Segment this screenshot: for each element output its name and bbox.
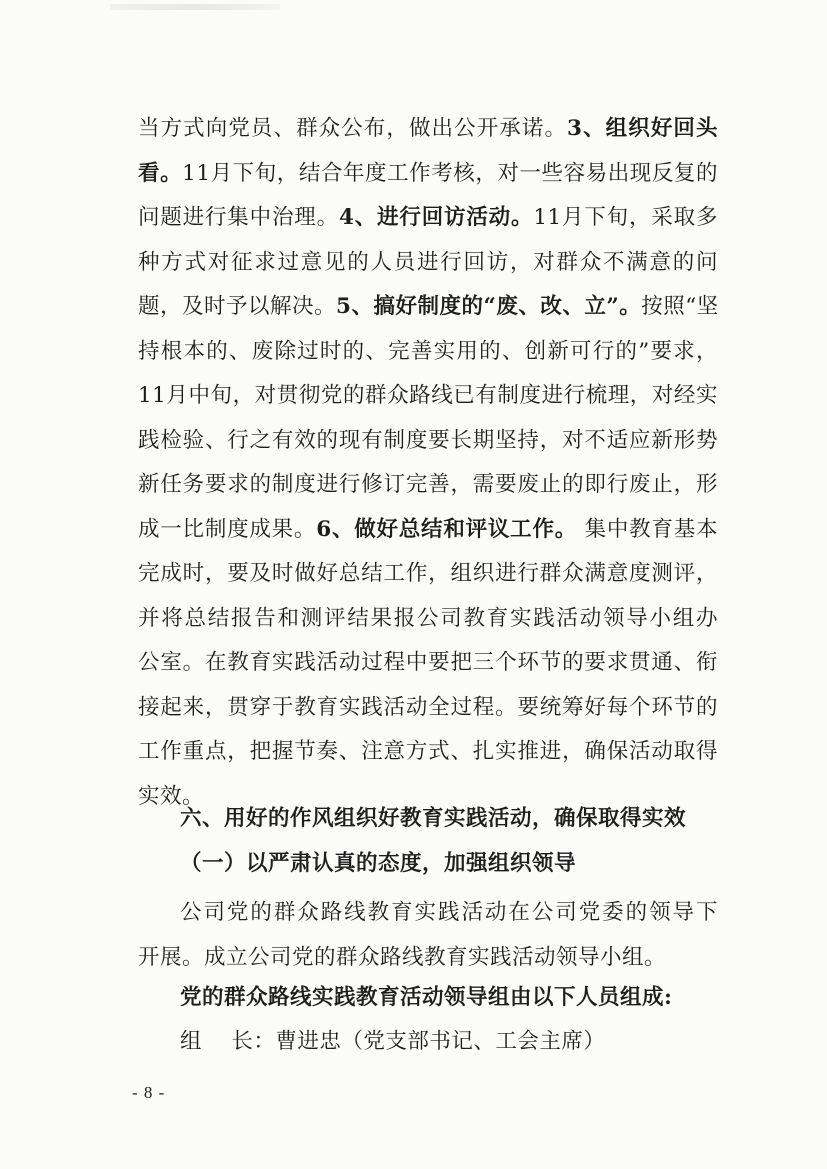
bold-text-segment: 5、搞好制度的“废、改、立”。 bbox=[336, 294, 642, 319]
bold-text-segment: 4、进行回访活动。 bbox=[338, 205, 534, 230]
text-segment: 按照“坚 bbox=[641, 294, 719, 319]
text-segment: 新任务要求的制度进行修订完善，需要废止的即行废止，形 bbox=[138, 472, 718, 497]
text-segment: 并将总结报告和测评结果报公司教育实践活动领导小组办 bbox=[138, 605, 718, 631]
text-segment: 11月下旬，采取多 bbox=[533, 205, 718, 230]
group-leader: 组 长：曹进忠（党支部书记、工会主席） bbox=[180, 1029, 606, 1054]
paragraph-1-line bbox=[138, 285, 718, 330]
text-segment: 工作重点，把握节奏、注意方式、扎实推进，确保活动取得 bbox=[138, 739, 718, 764]
paragraph-1-line bbox=[138, 374, 718, 419]
paragraph-2-line-1: 公司党的群众路线教育实践活动在公司党委的领导下 bbox=[180, 900, 718, 925]
paragraph-1 bbox=[138, 107, 718, 819]
scan-artifact bbox=[110, 4, 280, 10]
paragraph-1-line bbox=[138, 508, 718, 553]
text-segment: 当方式向党员、群众公布，做出公开承诺。 bbox=[138, 116, 568, 141]
paragraph-1-line bbox=[138, 241, 718, 286]
text-segment: 11月下旬，结合年度工作考核，对一些容易出现反复的 bbox=[182, 160, 718, 186]
text-segment: 践检验、行之有效的现有制度要长期坚持，对不适应新形势 bbox=[138, 427, 718, 453]
text-segment: 持根本的、废除过时的、完善实用的、创新可行的”要求， bbox=[138, 338, 718, 364]
paragraph-1-line bbox=[138, 641, 718, 686]
paragraph-1-line bbox=[138, 330, 718, 375]
text-segment: 集中教育基本 bbox=[577, 516, 718, 542]
bold-text-segment: 看。 bbox=[138, 160, 183, 186]
text-segment: 11月中旬，对贯彻党的群众路线已有制度进行梳理，对经实 bbox=[138, 383, 718, 408]
page-number: - 8 - bbox=[132, 1083, 166, 1102]
paragraph-1-line bbox=[138, 152, 718, 197]
paragraph-1-line bbox=[138, 597, 718, 642]
paragraph-1-line bbox=[138, 107, 718, 152]
text-segment: 问题进行集中治理。 bbox=[138, 205, 339, 230]
text-segment: 完成时，要及时做好总结工作，组织进行群众满意度测评， bbox=[138, 561, 718, 586]
paragraph-1-line bbox=[138, 196, 718, 241]
paragraph-1-line bbox=[138, 463, 718, 508]
subsection-heading-1: （一）以严肃认真的态度，加强组织领导 bbox=[180, 851, 577, 876]
text-segment: 实效。 bbox=[138, 783, 205, 809]
text-segment: 成一比制度成果。 bbox=[138, 516, 317, 542]
text-segment: 公室。在教育实践活动过程中要把三个环节的要求贯通、衔 bbox=[138, 650, 718, 675]
paragraph-1-line bbox=[138, 419, 718, 464]
bold-text-segment: 3、组织好回头 bbox=[567, 116, 718, 141]
paragraph-1-line bbox=[138, 552, 718, 597]
paragraph-1-line bbox=[138, 730, 718, 775]
text-segment: 接起来，贯穿于教育实践活动全过程。要统筹好每个环节的 bbox=[138, 694, 718, 720]
text-segment: 种方式对征求过意见的人员进行回访，对群众不满意的问 bbox=[138, 249, 718, 275]
text-segment: 题，及时予以解决。 bbox=[138, 294, 337, 319]
bold-text-segment: 6、做好总结和评议工作。 bbox=[316, 516, 577, 542]
group-heading: 党的群众路线实践教育活动领导组由以下人员组成: bbox=[180, 985, 673, 1010]
paragraph-2 bbox=[138, 891, 718, 980]
paragraph-2-line-2: 开展。成立公司党的群众路线教育实践活动领导小组。 bbox=[138, 944, 667, 970]
paragraph-1-line bbox=[138, 686, 718, 731]
section-heading-6: 六、用好的作风组织好教育实践活动，确保取得实效 bbox=[180, 806, 687, 831]
